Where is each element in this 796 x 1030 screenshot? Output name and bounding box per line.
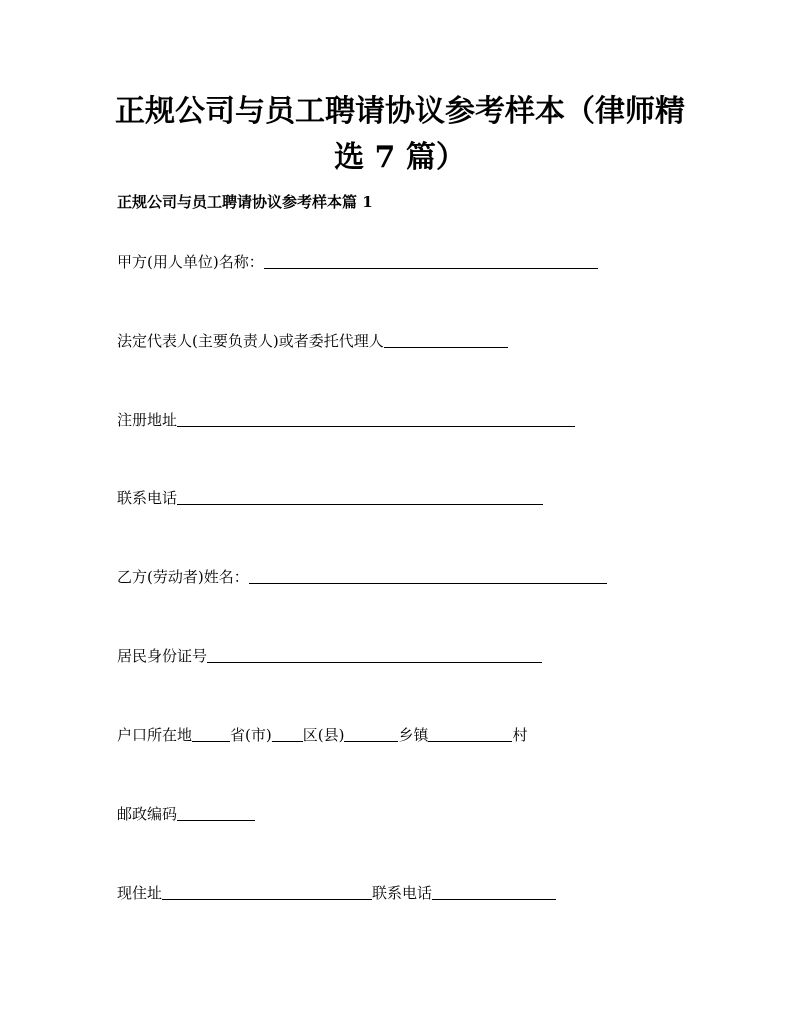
id-number-blank (207, 648, 542, 663)
village-blank (428, 727, 512, 742)
town-blank (344, 727, 398, 742)
party-b-name-blank (249, 569, 607, 584)
document-title-line2: 选 7 篇） (334, 140, 466, 175)
hukou-label: 户口所在地 (117, 726, 193, 744)
postal-code-blank (177, 806, 255, 821)
current-address-label: 现住址 (117, 884, 163, 902)
district-blank (272, 727, 303, 742)
town-label: 乡镇 (398, 726, 429, 744)
party-b-name-row (117, 567, 607, 587)
current-address-blank (162, 885, 372, 900)
contact-phone-2-blank (432, 885, 556, 900)
id-number-row (117, 646, 542, 666)
reg-address-label: 注册地址 (117, 411, 178, 429)
section-heading: 正规公司与员工聘请协议参考样本篇 1 (117, 193, 373, 211)
party-a-name-row (117, 252, 598, 272)
party-a-name-blank (264, 254, 598, 269)
contact-phone-row (117, 488, 543, 508)
district-label: 区(县) (302, 726, 345, 744)
legal-rep-label: 法定代表人(主要负责人)或者委托代理人 (117, 332, 384, 350)
contact-phone-label: 联系电话 (117, 489, 178, 507)
village-label: 村 (512, 726, 528, 744)
legal-rep-blank (384, 333, 508, 348)
province-label: 省(市) (230, 726, 272, 744)
id-number-label: 居民身份证号 (117, 647, 208, 665)
current-address-row (117, 883, 556, 903)
reg-address-blank (177, 412, 575, 427)
province-blank (192, 727, 230, 742)
legal-rep-row (117, 331, 508, 351)
party-b-name-label: 乙方(劳动者)姓名： (117, 568, 249, 586)
contact-phone-blank (177, 490, 543, 505)
contact-phone-2-label: 联系电话 (372, 884, 433, 902)
reg-address-row (117, 410, 575, 430)
hukou-row (117, 725, 527, 745)
postal-code-row (117, 804, 255, 824)
document-title-line1: 正规公司与员工聘请协议参考样本（律师精 (115, 94, 685, 129)
party-a-name-label: 甲方(用人单位)名称： (117, 253, 264, 271)
postal-code-label: 邮政编码 (117, 805, 178, 823)
